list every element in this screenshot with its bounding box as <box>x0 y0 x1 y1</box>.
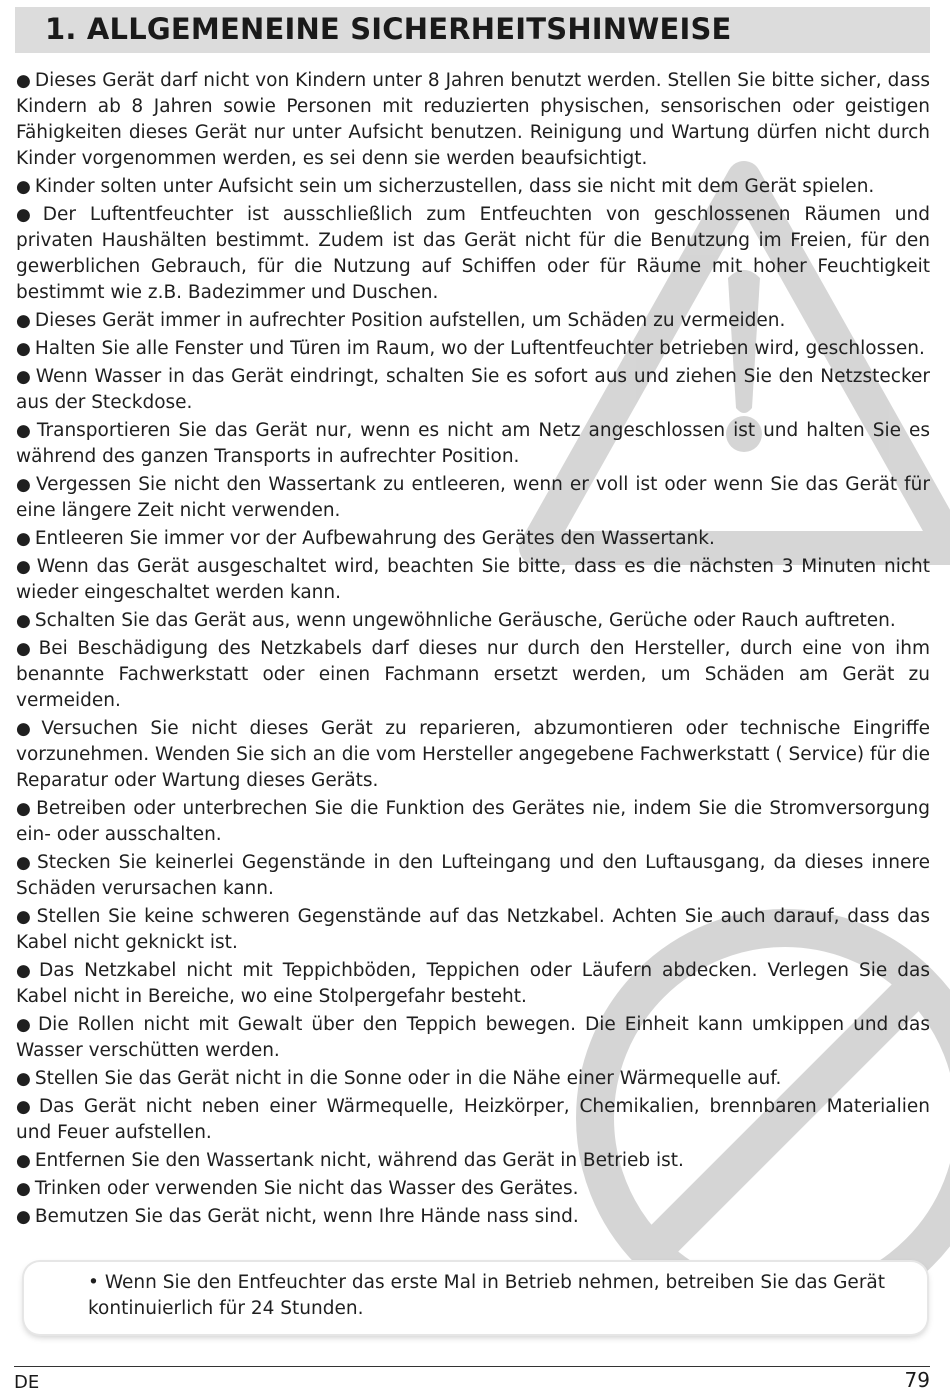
bullet-icon: ● <box>16 339 31 359</box>
list-item: ● Halten Sie alle Fenster und Türen im Raum, wo der Luftentfeuchter betrieben wird, geschlossen. <box>16 338 925 359</box>
list-item: ● Wenn Wasser in das Gerät eindringt, schalten Sie es sofort aus und ziehen Sie den Netzstecker aus der Steckdose. <box>16 366 930 413</box>
notice-box <box>24 1262 927 1334</box>
notice-bullet-icon: • <box>88 1272 99 1293</box>
list-item: ● Entleeren Sie immer vor der Aufbewahrung des Gerätes den Wassertank. <box>16 528 715 549</box>
bullet-icon: ● <box>16 71 31 91</box>
list-item: ● Trinken oder verwenden Sie nicht das Wasser des Gerätes. <box>16 1178 579 1199</box>
list-item: ● Bemutzen Sie das Gerät nicht, wenn Ihre Hände nass sind. <box>16 1206 579 1227</box>
list-item: ● Die Rollen nicht mit Gewalt über den Teppich bewegen. Die Einheit kann umkippen und das Wasser verschütten werden. <box>16 1014 930 1061</box>
bullet-icon: ● <box>16 1015 34 1035</box>
list-item: ● Schalten Sie das Gerät aus, wenn ungewöhnliche Geräusche, Gerüche oder Rauch auftreten. <box>16 610 896 631</box>
list-item: ● Vergessen Sie nicht den Wassertank zu entleeren, wenn er voll ist oder wenn Sie das Gerät für eine längere Zeit nicht verwenden. <box>16 474 930 521</box>
bullet-icon: ● <box>16 1207 31 1227</box>
bullet-icon: ● <box>16 961 35 981</box>
footer-language: DE <box>14 1372 40 1393</box>
bullet-icon: ● <box>16 907 33 927</box>
bullet-icon: ● <box>16 205 39 225</box>
list-item: ● Betreiben oder unterbrechen Sie die Funktion des Gerätes nie, indem Sie die Stromversorgung ein- oder ausschalten. <box>16 798 930 845</box>
bullet-icon: ● <box>16 475 32 495</box>
bullet-icon: ● <box>16 529 31 549</box>
bullet-icon: ● <box>16 421 33 441</box>
bullet-icon: ● <box>16 719 38 739</box>
footer-divider <box>14 1366 930 1367</box>
list-item: ● Der Luftentfeuchter ist ausschließlich zum Entfeuchten von geschlossenen Räumen und privaten Haushälten bestimmt. Zudem ist das Gerät nicht für die Benutzung im Freien, für den gewerblichen Gebrauch, für die Nutzung auf Schiffen oder für Räume mit hoher Feuchtigkeit bestimmt wie z.B. Badezimmer und Duschen. <box>16 204 930 303</box>
bullet-icon: ● <box>16 799 33 819</box>
list-item: ● Versuchen Sie nicht dieses Gerät zu reparieren, abzumontieren oder technische Eingriffe vorzunehmen. Wenden Sie sich an die vom Hersteller angegebene Fachwerkstatt ( Service) für die Reparatur oder Wartung dieses Geräts. <box>16 718 930 791</box>
list-item: ● Transportieren Sie das Gerät nur, wenn es nicht am Netz angeschlossen ist und halten Sie es während des ganzen Transports in aufrechter Position. <box>16 420 930 467</box>
list-item: ● Bei Beschädigung des Netzkabels darf dieses nur durch den Hersteller, durch eine von ihm benannte Fachwerkstatt oder einen Fachmann ersetzt werden, um Schäden am Gerät zu vermeiden. <box>16 638 930 711</box>
bullet-icon: ● <box>16 853 33 873</box>
list-item: ● Stellen Sie keine schweren Gegenstände auf das Netzkabel. Achten Sie auch darauf, dass das Kabel nicht geknickt ist. <box>16 906 930 953</box>
list-item: ● Dieses Gerät darf nicht von Kindern unter 8 Jahren benutzt werden. Stellen Sie bitte sicher, dass Kindern ab 8 Jahren sowie Personen mit reduzierten physischen, sensorischen oder geistigen Fähigkeiten dieses Gerät nur unter Aufsicht benutzen. Reinigung und Wartung dürfen nicht durch Kinder vorgenommen werden, es sei denn sie werden beaufsichtigt. <box>16 70 930 169</box>
list-item: ● Stecken Sie keinerlei Gegenstände in den Lufteingang und den Luftausgang, da dieses innere Schäden verursachen kann. <box>16 852 930 899</box>
bullet-icon: ● <box>16 367 32 387</box>
list-item: ● Kinder solten unter Aufsicht sein um sicherzustellen, dass sie nicht mit dem Gerät spielen. <box>16 176 875 197</box>
bullet-icon: ● <box>16 311 31 331</box>
list-item: ● Entfernen Sie den Wassertank nicht, während das Gerät in Betrieb ist. <box>16 1150 684 1171</box>
safety-instructions-list <box>16 68 930 1232</box>
bullet-icon: ● <box>16 1069 31 1089</box>
list-item: ● Dieses Gerät immer in aufrechter Position aufstellen, um Schäden zu vermeiden. <box>16 310 786 331</box>
notice-text: • Wenn Sie den Entfeuchter das erste Mal in Betrieb nehmen, betreiben Sie das Gerät kontinuierlich für 24 Stunden. <box>88 1272 886 1319</box>
bullet-icon: ● <box>16 639 35 659</box>
bullet-icon: ● <box>16 611 31 631</box>
bullet-icon: ● <box>16 1151 31 1171</box>
bullet-icon: ● <box>16 1097 35 1117</box>
bullet-icon: ● <box>16 557 33 577</box>
page-number: 79 <box>904 1368 930 1392</box>
page-title: 1. ALLGEMENEINE SICHERHEITSHINWEISE <box>45 12 732 46</box>
list-item: ● Das Netzkabel nicht mit Teppichböden, Teppichen oder Läufern abdecken. Verlegen Sie das Kabel nicht in Bereiche, wo eine Stolpergefahr besteht. <box>16 960 930 1007</box>
section-heading-bar <box>15 7 930 53</box>
list-item: ● Stellen Sie das Gerät nicht in die Sonne oder in die Nähe einer Wärmequelle auf. <box>16 1068 782 1089</box>
bullet-icon: ● <box>16 177 31 197</box>
bullet-icon: ● <box>16 1179 31 1199</box>
list-item: ● Das Gerät nicht neben einer Wärmequelle, Heizkörper, Chemikalien, brennbaren Materialien und Feuer aufstellen. <box>16 1096 930 1143</box>
list-item: ● Wenn das Gerät ausgeschaltet wird, beachten Sie bitte, dass es die nächsten 3 Minuten nicht wieder eingeschaltet werden kann. <box>16 556 930 603</box>
